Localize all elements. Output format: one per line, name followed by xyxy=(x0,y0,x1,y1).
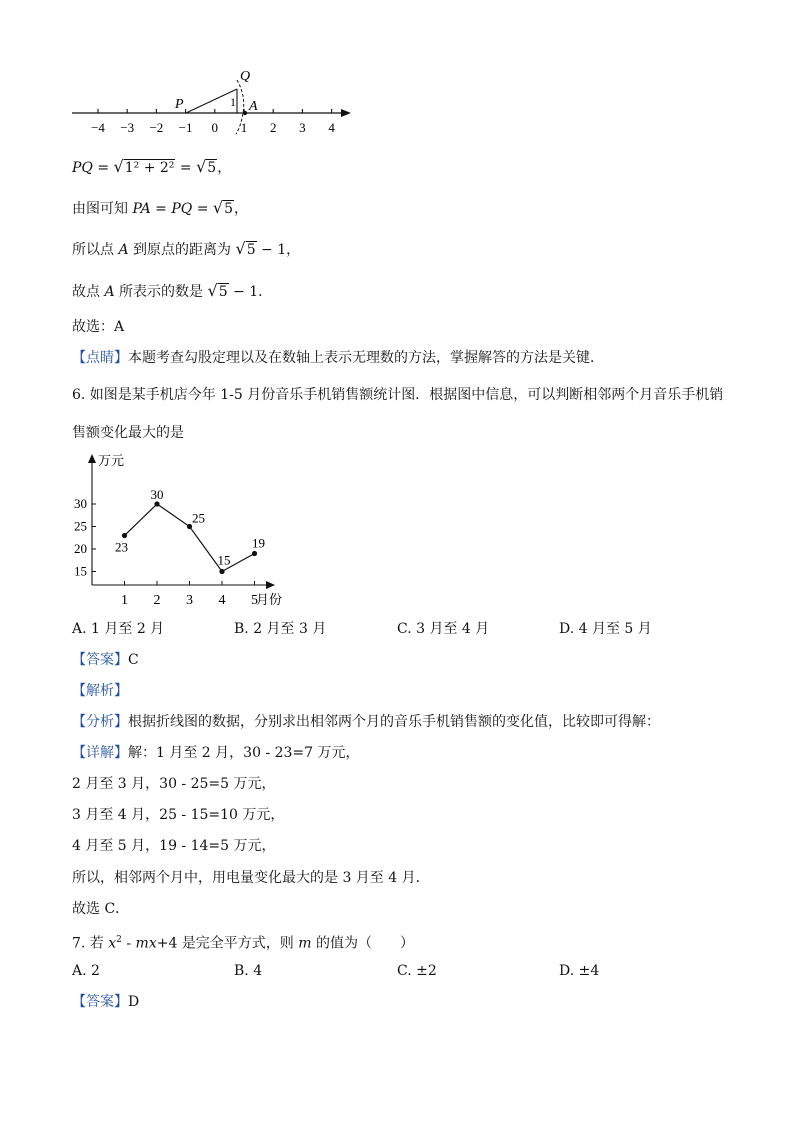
q6-option-d[interactable]: D. 4 月至 5 月 xyxy=(559,621,652,637)
point-a-dot xyxy=(243,111,247,115)
solution-line-value: 故点 A 所表示的数是 √5 − 1． xyxy=(72,281,273,300)
x-tick-label: 1 xyxy=(121,593,128,608)
q6-xiangjie: 【详解】解：1 月至 2 月，30 - 23=7 万元， xyxy=(72,745,360,761)
pq-text: PQ xyxy=(72,160,93,176)
data-point xyxy=(154,501,159,506)
number-line-tick-label: −1 xyxy=(178,120,193,135)
answer-tag: 【答案】 xyxy=(72,994,128,1010)
q6-step-1: 2 月至 3 月，30 - 25=5 万元， xyxy=(72,776,276,792)
prev-choice: 故选：A xyxy=(72,319,125,335)
data-point xyxy=(252,551,257,556)
y-tick-label: 20 xyxy=(74,541,87,556)
sqrt-expression: √1² + 2² xyxy=(113,157,175,176)
number-line-tick-label: −3 xyxy=(120,120,135,135)
data-label: 25 xyxy=(192,510,205,526)
fenxi-tag: 【分析】 xyxy=(72,714,128,730)
y-tick-label: 30 xyxy=(74,496,87,511)
data-label: 15 xyxy=(217,552,231,568)
number-line-tick-label: −2 xyxy=(149,120,164,135)
q6-stem-line2: 售额变化最大的是 xyxy=(72,425,184,441)
number-line-tick-label: −4 xyxy=(91,120,105,135)
sqrt-five: √5 xyxy=(212,198,234,217)
sales-series-line xyxy=(125,504,255,572)
jiexi-tag: 【解析】 xyxy=(72,683,128,699)
data-label: 19 xyxy=(252,535,265,551)
q7-option-d[interactable]: D. ±4 xyxy=(559,963,600,979)
sales-line-chart xyxy=(64,448,304,608)
q6-option-b[interactable]: B. 2 月至 3 月 xyxy=(234,621,327,637)
number-line-tick-label: 1 xyxy=(240,120,248,135)
q6-stem-line1: 6. 如图是某手机店今年 1-5 月份音乐手机销售额统计图．根据图中信息，可以判断相邻两个月音乐手机销 xyxy=(72,387,724,403)
q7-option-a[interactable]: A. 2 xyxy=(72,963,100,979)
number-line-tick-label: 2 xyxy=(269,120,277,135)
q7-answer: 【答案】D xyxy=(72,994,140,1010)
data-label: 23 xyxy=(115,539,128,555)
number-line-tick-label: 3 xyxy=(299,120,306,135)
q7-option-b[interactable]: B. 4 xyxy=(234,963,263,979)
number-line-tick-label: 0 xyxy=(211,120,219,135)
label-q: Q xyxy=(240,69,251,84)
data-label: 30 xyxy=(150,487,164,502)
label-p: P xyxy=(175,97,184,112)
solution-line-pq: PQ = √1² + 2² = √5， xyxy=(72,157,232,176)
label-a: A xyxy=(249,99,258,114)
x-tick-label: 3 xyxy=(186,593,193,608)
q6-option-c[interactable]: C. 3 月至 4 月 xyxy=(397,621,490,637)
x-tick-label: 5 xyxy=(251,593,258,608)
solution-line-distance: 所以点 A 到原点的距离为 √5 − 1， xyxy=(72,239,301,258)
q6-jiexi xyxy=(72,682,128,700)
sqrt-five: √5 xyxy=(196,157,217,176)
y-axis-label: 万元 xyxy=(98,453,125,468)
number-line-tick-label: 4 xyxy=(328,120,335,135)
number-line-figure xyxy=(60,60,360,140)
x-tick-label: 4 xyxy=(218,593,226,608)
data-point xyxy=(219,569,224,574)
q7-option-c[interactable]: C. ±2 xyxy=(397,963,437,979)
q6-conclusion: 所以，相邻两个月中，用电量变化最大的是 3 月至 4 月． xyxy=(72,870,430,886)
number-line-arrow xyxy=(341,109,351,117)
label-seg-1: 1 xyxy=(230,95,236,109)
y-tick-label: 15 xyxy=(74,563,87,579)
answer-tag: 【答案】 xyxy=(72,652,128,668)
q6-answer: 【答案】C xyxy=(72,652,139,668)
q6-step-2: 3 月至 4 月，25 - 15=10 万元， xyxy=(72,807,285,823)
sqrt-five: √5 xyxy=(235,239,256,258)
dianjing-tag: 【点睛】 xyxy=(72,350,128,366)
sqrt-five: √5 xyxy=(207,281,228,300)
x-axis-arrow xyxy=(266,581,275,589)
q6-step-3: 4 月至 5 月，19 - 14=5 万元， xyxy=(72,838,276,854)
xiangjie-tag: 【详解】 xyxy=(72,745,128,761)
dianjing-line: 【点睛】本题考查勾股定理以及在数轴上表示无理数的方法，掌握解答的方法是关键． xyxy=(72,350,604,366)
y-tick-label: 25 xyxy=(74,518,87,534)
q6-option-a[interactable]: A. 1 月至 2 月 xyxy=(72,621,165,637)
data-point xyxy=(122,533,127,538)
solution-line-pa: 由图可知 PA = PQ = √5， xyxy=(72,198,249,217)
y-axis-arrow xyxy=(88,454,96,463)
q7-stem: 7. 若 $x^2 - mx+4$ 是完全平方式，则 m 的值为（ ） xyxy=(72,935,414,952)
x-tick-label: 2 xyxy=(153,593,161,608)
q6-choice: 故选 C． xyxy=(72,901,130,917)
q6-fenxi: 【分析】根据折线图的数据，分别求出相邻两个月的音乐手机销售额的变化值，比较即可得解： xyxy=(72,714,660,730)
x-axis-label: 月份 xyxy=(256,592,283,607)
